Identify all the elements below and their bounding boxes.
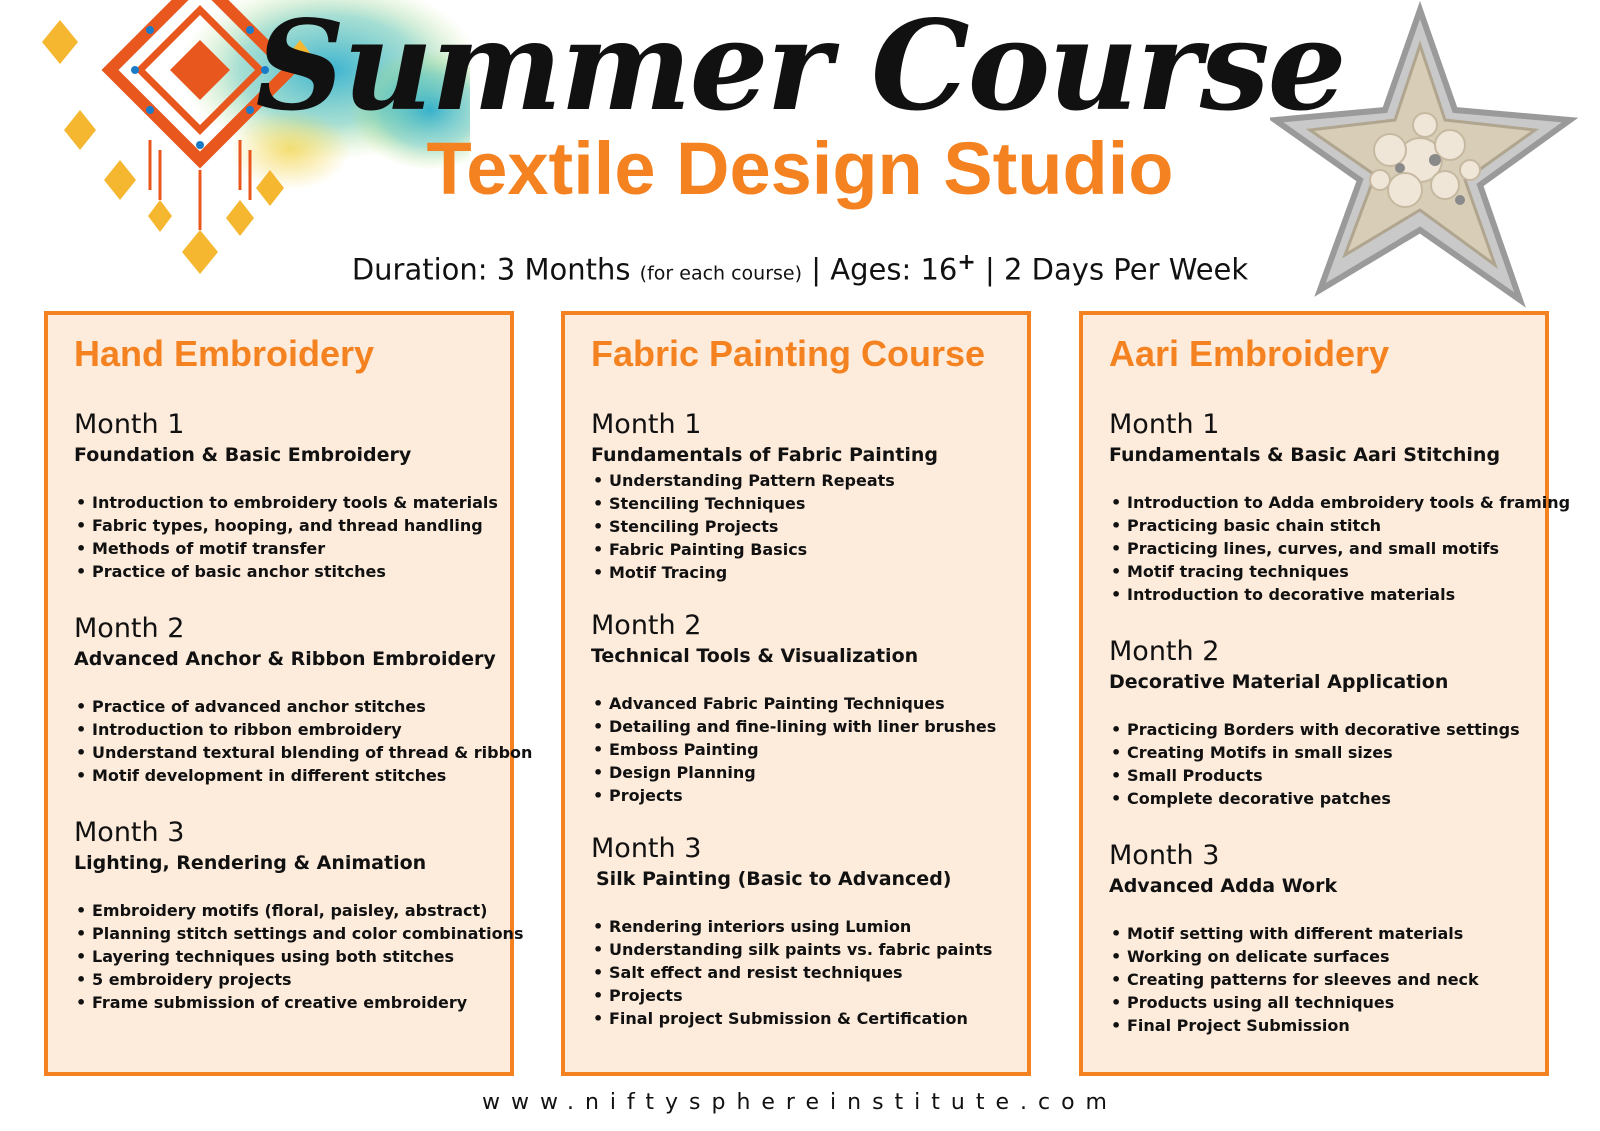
list-item: • Methods of motif transfer [74, 537, 510, 560]
topic-list [74, 899, 524, 1014]
month-block [74, 817, 524, 1014]
course-title: Hand Embroidery [74, 333, 375, 374]
ages-plus: + [957, 250, 976, 275]
list-item: • Introduction to ribbon embroidery [74, 718, 510, 741]
month-label: Month 1 [1109, 409, 1220, 440]
list-item: • Understanding silk paints vs. fabric paints [591, 938, 1027, 961]
list-item: • Stenciling Techniques [591, 492, 1027, 515]
course-panel-aari-embroidery [1079, 311, 1571, 1076]
list-item: • Fabric types, hooping, and thread handling [74, 514, 510, 537]
course-panel-hand-embroidery [44, 311, 533, 1076]
list-item: • Final Project Submission [1109, 1014, 1545, 1037]
duration-label: Duration: 3 Months [351, 252, 631, 287]
month-subtitle: Lighting, Rendering & Animation [74, 852, 427, 874]
month-subtitle: Silk Painting (Basic to Advanced) [596, 868, 952, 890]
list-item: • Layering techniques using both stitches [74, 945, 510, 968]
month-block [591, 409, 1027, 584]
month-label: Month 3 [591, 833, 702, 864]
duration-note: (for each course) [639, 262, 803, 285]
month-subtitle: Advanced Adda Work [1109, 875, 1338, 897]
list-item: • Frame submission of creative embroidery [74, 991, 510, 1014]
month-block [591, 833, 1027, 1030]
days-label: 2 Days Per Week [1004, 252, 1249, 287]
list-item: • Creating Motifs in small sizes [1109, 741, 1545, 764]
list-item: • Practice of advanced anchor stitches [74, 695, 510, 718]
list-item: • Working on delicate surfaces [1109, 945, 1545, 968]
list-item: • Emboss Painting [591, 738, 1027, 761]
list-item: • Motif Tracing [591, 561, 1027, 584]
list-item: • Introduction to embroidery tools & materials [74, 491, 510, 514]
list-item: • Rendering interiors using Lumion [591, 915, 1027, 938]
month-block [74, 409, 510, 583]
list-item: • Salt effect and resist techniques [591, 961, 1027, 984]
list-item: • Final project Submission & Certification [591, 1007, 1027, 1030]
topic-list [591, 692, 1027, 807]
topic-list [1109, 718, 1545, 810]
list-item: • Projects [591, 984, 1027, 1007]
topic-list [591, 915, 1027, 1030]
list-item: • Practicing Borders with decorative settings [1109, 718, 1545, 741]
list-item: • Introduction to decorative materials [1109, 583, 1545, 606]
list-item: • Practicing basic chain stitch [1109, 514, 1545, 537]
month-label: Month 3 [1109, 840, 1220, 871]
list-item: • Advanced Fabric Painting Techniques [591, 692, 1027, 715]
separator: | [811, 252, 822, 287]
list-item: • Motif tracing techniques [1109, 560, 1545, 583]
month-subtitle: Fundamentals of Fabric Painting [591, 444, 939, 466]
course-title: Fabric Painting Course [591, 333, 986, 374]
month-label: Month 3 [74, 817, 185, 848]
list-item: • Detailing and fine-lining with liner brushes [591, 715, 1027, 738]
month-label: Month 2 [1109, 636, 1220, 667]
list-item: • 5 embroidery projects [74, 968, 510, 991]
month-label: Month 2 [591, 610, 702, 641]
list-item: • Understanding Pattern Repeats [591, 469, 1027, 492]
list-item: • Planning stitch settings and color combinations [74, 922, 510, 945]
list-item: • Complete decorative patches [1109, 787, 1545, 810]
list-item: • Fabric Painting Basics [591, 538, 1027, 561]
month-subtitle: Fundamentals & Basic Aari Stitching [1109, 444, 1501, 466]
month-label: Month 1 [74, 409, 185, 440]
course-info-line [0, 250, 1600, 287]
month-subtitle: Decorative Material Application [1109, 671, 1449, 693]
month-subtitle: Advanced Anchor & Ribbon Embroidery [74, 648, 496, 670]
list-item: • Understand textural blending of thread & ribbon [74, 741, 510, 764]
topic-list [74, 491, 510, 583]
list-item: • Design Planning [591, 761, 1027, 784]
month-label: Month 1 [591, 409, 702, 440]
month-label: Month 2 [74, 613, 185, 644]
topic-list [74, 695, 533, 787]
list-item: • Creating patterns for sleeves and neck [1109, 968, 1545, 991]
course-panel-fabric-painting [561, 311, 1031, 1076]
list-item: • Stenciling Projects [591, 515, 1027, 538]
list-item: • Introduction to Adda embroidery tools & framing [1109, 491, 1545, 514]
course-title: Aari Embroidery [1109, 333, 1390, 374]
list-item: • Motif setting with different materials [1109, 922, 1545, 945]
topic-list [1109, 922, 1545, 1037]
list-item: • Embroidery motifs (floral, paisley, abstract) [74, 899, 510, 922]
list-item: • Practice of basic anchor stitches [74, 560, 510, 583]
month-block [591, 610, 1027, 807]
list-item: • Motif development in different stitches [74, 764, 510, 787]
list-item: • Products using all techniques [1109, 991, 1545, 1014]
topic-list [1109, 491, 1571, 606]
list-item: • Projects [591, 784, 1027, 807]
month-block [1109, 636, 1545, 810]
month-block [74, 613, 533, 787]
script-title: Summer Course [255, 0, 1345, 139]
studio-subtitle: Textile Design Studio [426, 127, 1174, 210]
list-item: • Small Products [1109, 764, 1545, 787]
month-subtitle: Technical Tools & Visualization [591, 645, 919, 667]
month-block [1109, 409, 1571, 606]
website-url: www.niftysphereinstitute.com [482, 1090, 1118, 1115]
separator: | [985, 252, 995, 287]
list-item: • Practicing lines, curves, and small motifs [1109, 537, 1545, 560]
ages-label: Ages: 16 [830, 252, 958, 287]
topic-list [591, 469, 1027, 584]
month-subtitle: Foundation & Basic Embroidery [74, 444, 412, 466]
month-block [1109, 840, 1545, 1037]
